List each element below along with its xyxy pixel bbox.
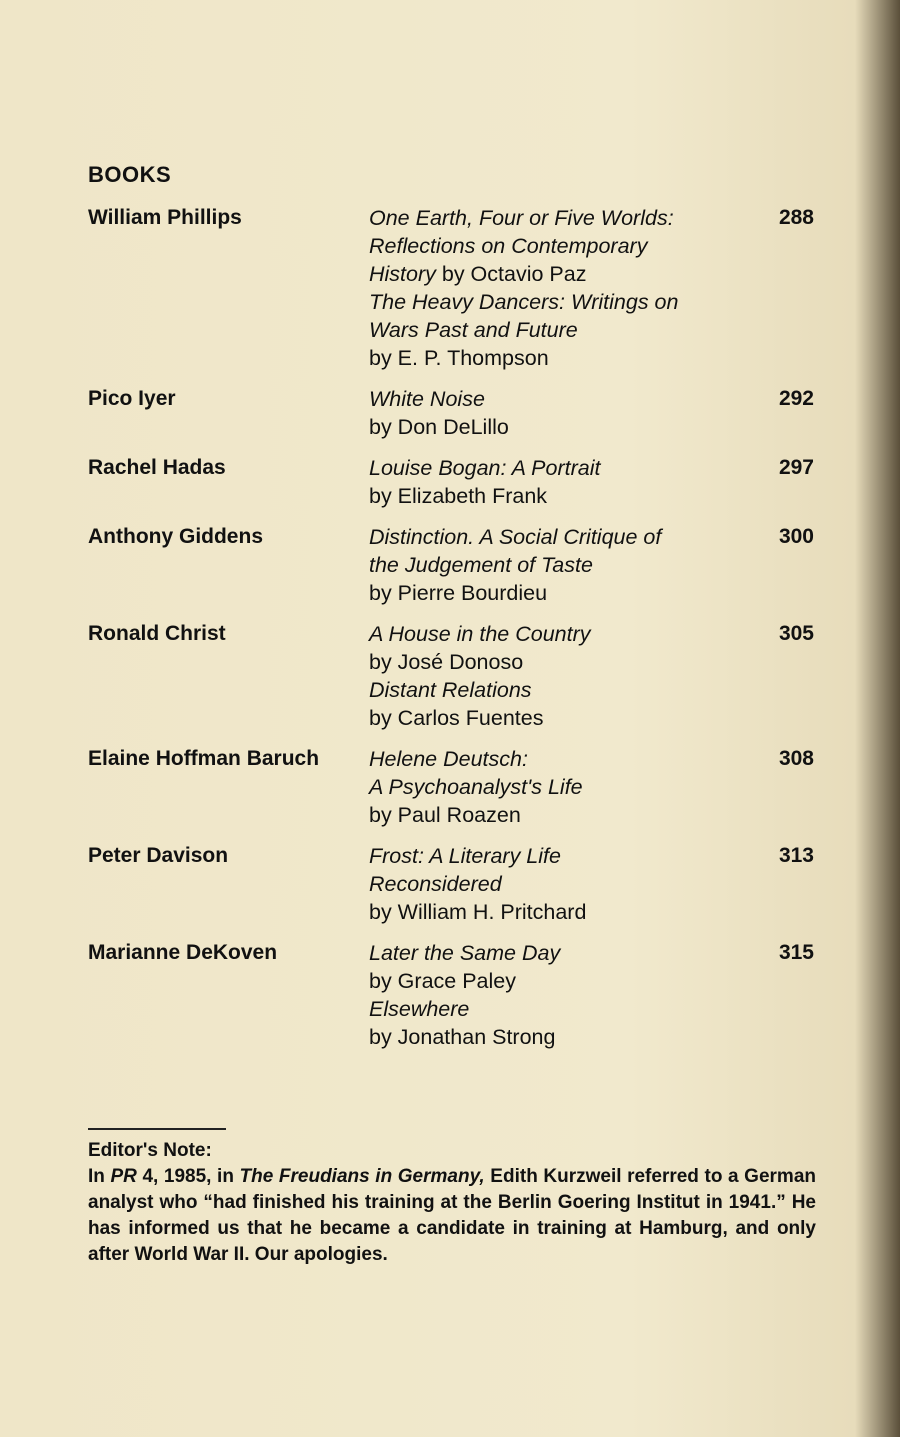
reviewer-name: Peter Davison	[88, 844, 229, 867]
line-text: by José Donoso	[369, 650, 524, 674]
book-title-line	[369, 676, 749, 704]
line-text: the Judgement of Taste	[369, 553, 593, 577]
footnote-rule	[88, 1128, 226, 1130]
line-text: White Noise	[369, 387, 485, 411]
line-text: by Grace Paley	[369, 969, 516, 993]
book-info	[369, 620, 749, 732]
book-title-line	[369, 842, 749, 870]
book-author-line	[369, 1023, 749, 1051]
book-title-line	[369, 260, 749, 288]
reviewer-name: Ronald Christ	[88, 622, 226, 645]
line-text: Reflections on Contemporary	[369, 234, 648, 258]
page-number: 288	[778, 206, 814, 229]
book-title-line	[369, 523, 749, 551]
line-text: The Heavy Dancers: Writings on	[369, 290, 679, 314]
book-author-line	[369, 967, 749, 995]
book-author-line	[369, 413, 749, 441]
book-title-line	[369, 316, 749, 344]
book-author-line	[369, 344, 749, 372]
book-author-line	[369, 482, 749, 510]
book-title-line	[369, 232, 749, 260]
line-text: Elsewhere	[369, 997, 470, 1021]
review-entry	[88, 842, 818, 926]
reviewer-name: Anthony Giddens	[88, 525, 263, 548]
book-author-line	[369, 801, 749, 829]
section-heading: BOOKS	[88, 162, 172, 187]
book-info	[369, 385, 749, 441]
reviewer-name: Marianne DeKoven	[88, 941, 278, 964]
note-text: In	[88, 1166, 111, 1187]
book-title-line	[369, 551, 749, 579]
book-author-line	[369, 648, 749, 676]
line-text: Distant Relations	[369, 678, 532, 702]
book-info	[369, 939, 749, 1051]
book-info	[369, 745, 749, 829]
line-text: by Jonathan Strong	[369, 1025, 556, 1049]
line-text: Wars Past and Future	[369, 318, 578, 342]
page-number: 297	[778, 456, 814, 479]
page-number: 315	[778, 941, 814, 964]
line-text: One Earth, Four or Five Worlds:	[369, 206, 674, 230]
reviewer-name: William Phillips	[88, 206, 242, 229]
editors-note	[88, 1138, 816, 1268]
line-author: by Octavio Paz	[435, 262, 587, 286]
line-text: Louise Bogan: A Portrait	[369, 456, 601, 480]
book-title-line	[369, 454, 749, 482]
page-number: 313	[778, 844, 814, 867]
line-text: by Elizabeth Frank	[369, 484, 548, 508]
line-text: by E. P. Thompson	[369, 346, 549, 370]
line-text: History	[369, 262, 436, 286]
line-text: Later the Same Day	[369, 941, 561, 965]
line-text: Distinction. A Social Critique of	[369, 525, 662, 549]
review-entry	[88, 939, 818, 1051]
line-text: by Pierre Bourdieu	[369, 581, 548, 605]
page-number: 300	[778, 525, 814, 548]
line-text: by William H. Pritchard	[369, 900, 587, 924]
book-title-line	[369, 773, 749, 801]
line-text: by Don DeLillo	[369, 415, 509, 439]
review-entry	[88, 620, 818, 732]
line-text: by Paul Roazen	[369, 803, 521, 827]
book-info	[369, 523, 749, 607]
book-info	[369, 454, 749, 510]
book-title-line	[369, 204, 749, 232]
book-title-line	[369, 870, 749, 898]
note-text: Edith Kurzweil referred to a German analyst who “had finished his training at the Berlin Goering Institut in 1941.” He has informed us that he became a candidate in training at Hamburg, and only after World War II. Our apologies.	[88, 1166, 816, 1265]
editors-note-body	[88, 1164, 816, 1268]
line-text: Reconsidered	[369, 872, 502, 896]
book-review-list	[88, 204, 818, 1064]
book-author-line	[369, 579, 749, 607]
line-text: A Psychoanalyst's Life	[369, 775, 583, 799]
reviewer-name: Rachel Hadas	[88, 456, 226, 479]
book-title-line	[369, 288, 749, 316]
book-title-line	[369, 745, 749, 773]
note-book-title: The Freudians in Germany,	[239, 1166, 485, 1187]
note-journal: PR	[110, 1166, 137, 1187]
line-text: Helene Deutsch:	[369, 747, 528, 771]
review-entry	[88, 385, 818, 441]
book-info	[369, 204, 749, 372]
note-text: 4, 1985, in	[136, 1166, 240, 1187]
book-author-line	[369, 898, 749, 926]
reviewer-name: Pico Iyer	[88, 387, 176, 410]
line-text: Frost: A Literary Life	[369, 844, 561, 868]
book-title-line	[369, 995, 749, 1023]
book-author-line	[369, 704, 749, 732]
page-number: 292	[778, 387, 814, 410]
book-title-line	[369, 620, 749, 648]
review-entry	[88, 523, 818, 607]
book-info	[369, 842, 749, 926]
line-text: A House in the Country	[369, 622, 591, 646]
page-number: 305	[778, 622, 814, 645]
book-title-line	[369, 385, 749, 413]
review-entry	[88, 454, 818, 510]
review-entry	[88, 204, 818, 372]
editors-note-title: Editor's Note:	[88, 1140, 212, 1161]
page-number: 308	[778, 747, 814, 770]
reviewer-name: Elaine Hoffman Baruch	[88, 747, 320, 770]
line-text: by Carlos Fuentes	[369, 706, 544, 730]
book-title-line	[369, 939, 749, 967]
review-entry	[88, 745, 818, 829]
